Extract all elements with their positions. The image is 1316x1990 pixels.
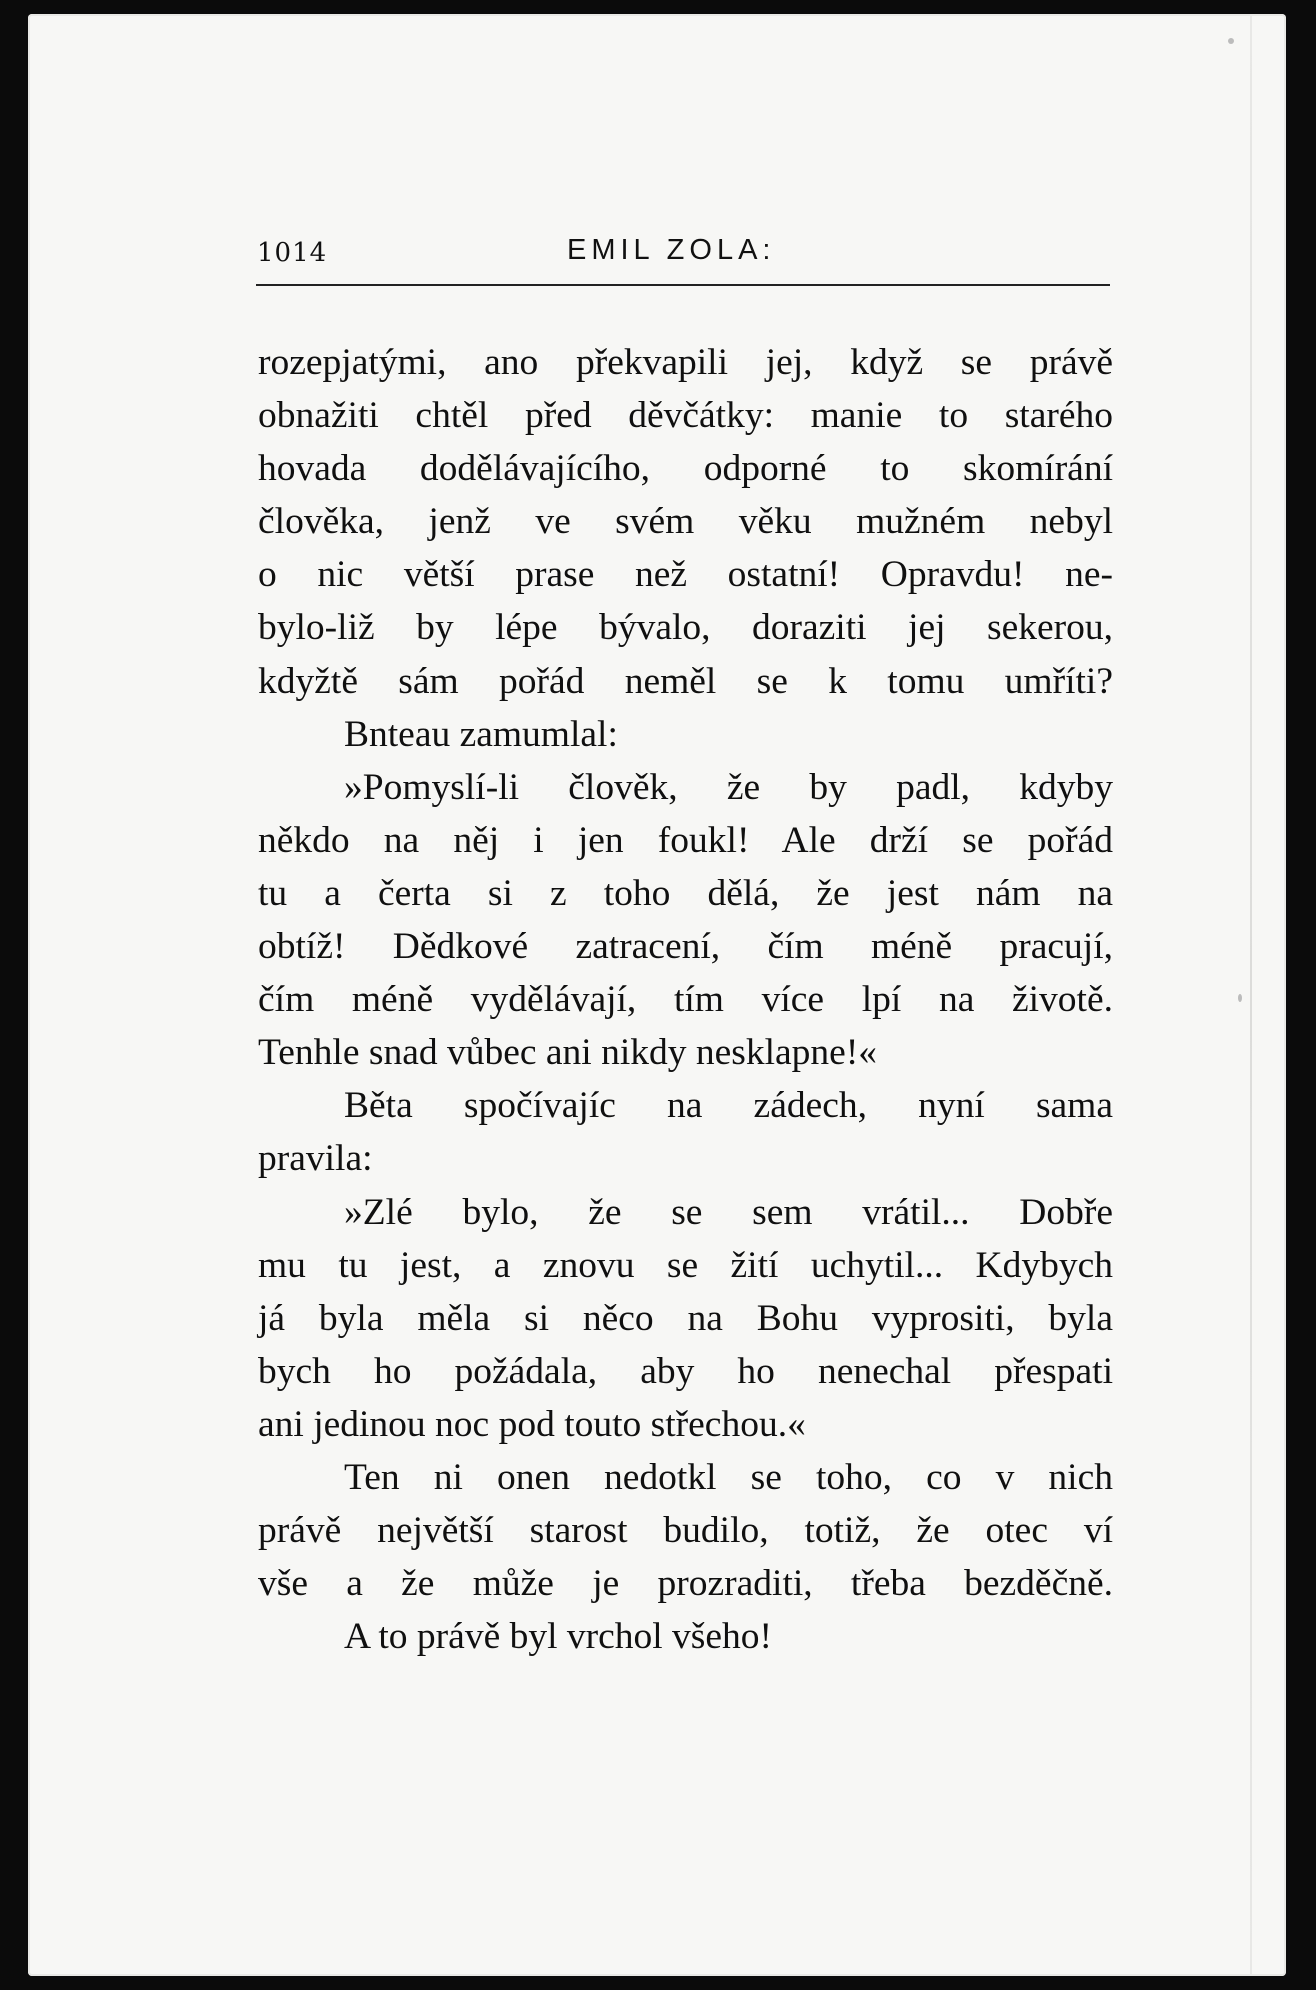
page-header xyxy=(232,230,1112,270)
page-number: 1014 xyxy=(257,238,328,268)
text-line: obtíž! Dědkové zatracení, čím méně pracují, xyxy=(258,926,1113,968)
text-line: obnažiti chtěl před děvčátky: manie to starého xyxy=(258,395,1113,437)
text-line: mu tu jest, a znovu se žití uchytil... Kdybych xyxy=(258,1244,1113,1286)
text-line: »Pomyslí-li člověk, že by padl, kdyby xyxy=(344,766,1113,808)
text-line: rozepjatými, ano překvapili jej, když se právě xyxy=(258,342,1113,383)
text-line: Tenhle snad vůbec ani nikdy nesklapne!« xyxy=(258,1032,878,1074)
text-line: »Zlé bylo, že se sem vrátil... Dobře xyxy=(344,1191,1113,1233)
body-text xyxy=(258,336,1113,1663)
text-line: hovada dodělávajícího, odporné to skomírání xyxy=(258,448,1113,490)
text-line: bylo-liž by lépe bývalo, doraziti jej sekerou, xyxy=(258,607,1113,649)
text-line: člověka, jenž ve svém věku mužném nebyl xyxy=(258,501,1113,543)
text-line: čím méně vydělávají, tím více lpí na životě. xyxy=(258,979,1113,1021)
text-line: tu a čerta si z toho dělá, že jest nám na xyxy=(258,872,1113,914)
text-line: kdyžtě sám pořád neměl se k tomu umříti? xyxy=(258,660,1113,702)
running-title: EMIL ZOLA: xyxy=(567,234,776,266)
page-edge-shadow xyxy=(1250,14,1252,1976)
text-line: právě největší starost budilo, totiž, že otec ví xyxy=(258,1510,1113,1552)
header-rule xyxy=(256,284,1110,286)
text-line: vše a že může je prozraditi, třeba bezděčně. xyxy=(258,1563,1113,1605)
text-line: ani jedinou noc pod touto střechou.« xyxy=(258,1403,806,1445)
text-line: já byla měla si něco na Bohu vyprositi, byla xyxy=(258,1297,1113,1339)
text-line: někdo na něj i jen foukl! Ale drží se pořád xyxy=(258,819,1113,861)
text-line: A to právě byl vrchol všeho! xyxy=(344,1616,773,1658)
text-line: o nic větší prase než ostatní! Opravdu! ne- xyxy=(258,554,1113,596)
paper-speck xyxy=(1238,994,1242,1002)
text-line: Bnteau zamumlal: xyxy=(344,713,618,755)
text-line: bych ho požádala, aby ho nenechal přespati xyxy=(258,1350,1113,1392)
text-line: pravila: xyxy=(258,1138,373,1180)
paper-speck xyxy=(1228,38,1234,44)
text-line: Ten ni onen nedotkl se toho, co v nich xyxy=(344,1456,1113,1498)
text-line: Běta spočívajíc na zádech, nyní sama xyxy=(344,1085,1113,1127)
